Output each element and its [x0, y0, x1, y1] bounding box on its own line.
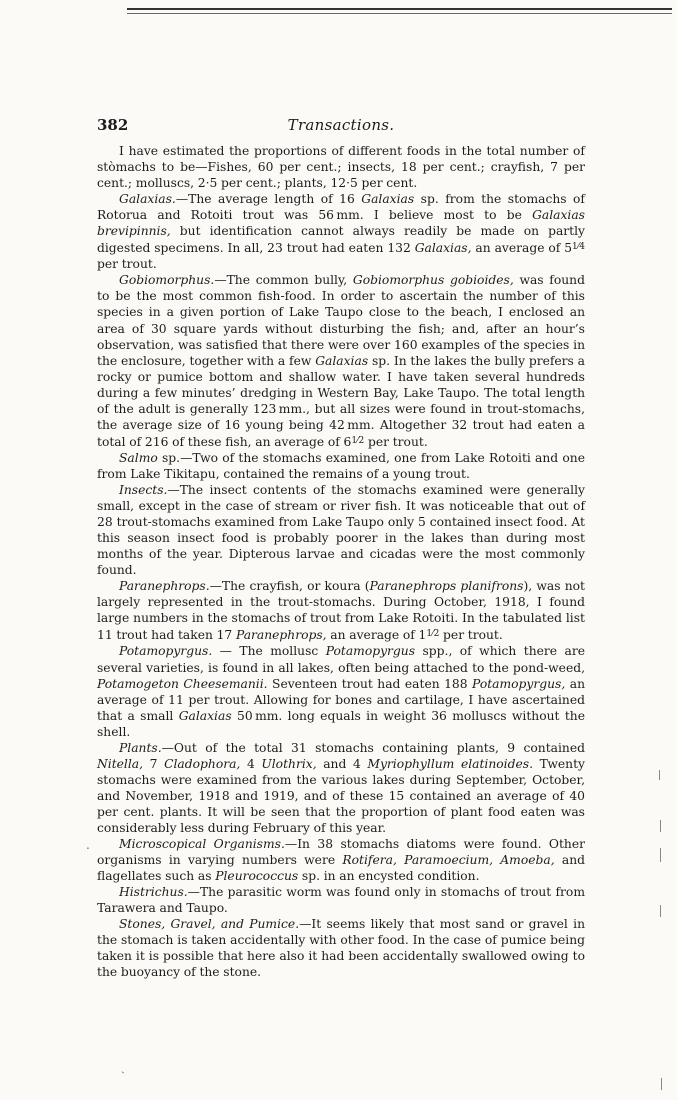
text-run: —The insect contents of the stomachs examined were generally small, except in the case of stream or river fish. It was noticeable that out of 28 trout-stomachs examined from Lake Taupo only 5 contained insect food. At this season insect food is probably poorer in the lakes than during most months of the year. Dipterous larvae and cicadas were the most commonly found.: [97, 482, 585, 578]
italic-term: Histrichus.: [119, 885, 188, 900]
fraction: 1⁄2: [351, 435, 365, 446]
italic-term: Insects.: [119, 482, 168, 497]
italic-term: Potamogeton Cheesemanii.: [97, 676, 268, 691]
italic-term: Potamopyrgus: [325, 644, 416, 659]
top-rule: [127, 8, 672, 10]
paragraph-potamopyrgus: [97, 643, 585, 739]
margin-mark: [660, 820, 661, 832]
text-run: and flagellates such as: [97, 853, 586, 884]
italic-term: Ulothrix,: [261, 756, 317, 771]
text-run: an average of 5: [471, 241, 573, 256]
text-run: sp. from the stomachs of Rotorua and Rotoiti trout was 56 mm. I believe most to be: [97, 192, 585, 223]
text-run: per trout.: [439, 628, 503, 643]
paragraph-paranephrops: [97, 578, 585, 643]
italic-term: Nitella,: [97, 756, 144, 771]
text-run: sp.—Two of the stomachs examined, one from Lake Rotoiti and one from Lake Tikitapu, contained the remains of a young trout.: [97, 450, 585, 481]
paragraph-intro: [97, 143, 585, 191]
text-run: Twenty stomachs were examined from the various lakes during September, October, and November, 1918 and 1919, and of these 15 contained an average of 40 per cent. plants. It will be seen that the proportion of plant food eaten was considerably less during February of this year.: [97, 756, 585, 835]
paragraph-insects: [97, 482, 585, 578]
italic-term: Galaxias,: [414, 241, 472, 256]
italic-term: Paranephrops.: [119, 579, 210, 594]
text-run: — The mollusc: [212, 644, 326, 659]
text-run: 7: [143, 756, 165, 771]
italic-term: Galaxias brevipinnis,: [97, 208, 585, 239]
text-run: per trout.: [97, 257, 157, 272]
italic-term: Paranephrops planifrons: [369, 579, 524, 594]
text-run: 50 mm. long equals in weight 36 molluscs without the shell.: [97, 708, 585, 739]
paragraph-gobiomorphus: [97, 272, 585, 450]
paragraph-galaxias: [97, 191, 585, 272]
margin-mark: [659, 770, 660, 780]
italic-term: Galaxias.: [119, 192, 176, 207]
margin-mark: [660, 905, 661, 917]
text-run: —The average length of 16: [175, 192, 362, 207]
italic-term: Myriophyllum elatinoides.: [367, 756, 533, 771]
italic-term: Gobiomorphus.: [119, 273, 215, 288]
paragraph-microscopical: [97, 836, 585, 884]
text-run: ), was not largely represented in the trout-stomachs. During October, 1918, I found large numbers in the stomachs of trout from Lake Rotoiti. In the tabulated list 11 trout had taken 17: [97, 579, 585, 643]
page-number: 382: [97, 116, 129, 134]
italic-term: Gobiomorphus gobioides,: [352, 273, 514, 288]
italic-term: Potamopyrgus.: [119, 644, 213, 659]
italic-term: Potamopyrgus,: [472, 676, 566, 691]
text-run: per trout.: [364, 434, 428, 449]
fraction: 1⁄4: [572, 242, 586, 253]
italic-term: Stones, Gravel, and Pumice.: [119, 917, 300, 932]
text-run: spp., of which there are several varieties, is found in all lakes, often being attached to the pond-weed,: [97, 644, 586, 675]
text-run: sp. In the lakes the bully prefers a rocky or pumice bottom and shallow water. I have taken several hundreds during a few minutes’ dredging in Western Bay, Lake Taupo. The total length of the adult is generally 123 mm., but all sizes were found in trout-stomachs, the average size of 16 young being 42 mm. Altogether 32 trout had eaten a total of 216 of these fish, an average of 6: [97, 353, 585, 449]
italic-term: Salmo: [119, 450, 158, 465]
text-run: —In 38 stomachs diatoms were found. Other organisms in varying numbers were: [97, 837, 585, 868]
fraction: 1⁄2: [426, 629, 440, 640]
text-run: —It seems likely that most sand or gravel in the stomach is taken accidentally with other food. In the case of pumice being taken it is possible that here also it had been accidentally swallowed owing to the buoyancy of the stone.: [97, 917, 585, 980]
top-rule-thin: [127, 13, 672, 14]
margin-mark: [661, 1078, 662, 1090]
text-run: Seventeen trout had eaten 188: [267, 676, 473, 691]
paragraph-plants: [97, 740, 585, 836]
italic-term: Galaxias: [178, 708, 232, 723]
text-run: —The crayfish, or koura (: [209, 579, 370, 594]
italic-term: Paranephrops,: [235, 628, 327, 643]
italic-term: Rotifera, Paramoecium, Amoeba,: [342, 853, 555, 868]
italic-term: Galaxias: [315, 353, 369, 368]
text-run: sp. in an encysted condition.: [298, 869, 480, 884]
text-run: —The common bully,: [214, 273, 353, 288]
italic-term: Galaxias: [361, 192, 415, 207]
text-run: an average of 1: [326, 628, 427, 643]
text-run: was found to be the most common fish-food. In order to ascertain the number of this species in a given portion of Lake Taupo close to the beach, I enclosed an area of 30 square yards without disturbing the fish; and, after an hour’s observation, was satisfied that there were over 160 examples of the species in the enclosure, together with a few: [97, 273, 585, 368]
italic-term: Microscopical Organisms.: [119, 837, 285, 852]
text-run: 4: [240, 756, 262, 771]
text-run: and 4: [316, 756, 368, 771]
text-run: —The parasitic worm was found only in stomachs of trout from Tarawera and Taupo.: [97, 885, 585, 916]
italic-term: Plants.: [119, 740, 162, 755]
running-head: Transactions.: [287, 116, 395, 134]
paragraph-histrichus: [97, 884, 585, 916]
text-run: —Out of the total 31 stomachs containing plants, 9 contained: [161, 740, 585, 755]
text-run: but identification cannot always readily be made on partly digested specimens. In all, 23 trout had eaten 132: [97, 224, 585, 256]
text-run: an average of 11 per trout. Allowing for bones and cartilage, I have ascertained that a small: [97, 676, 585, 723]
stray-dot-mark: .: [86, 838, 90, 852]
italic-term: Cladophora,: [164, 756, 241, 771]
page-header: [97, 116, 585, 136]
paragraph-stones: [97, 916, 585, 980]
stray-tick-mark: ˏ: [121, 1060, 125, 1074]
body-text: [97, 143, 585, 980]
margin-mark: [660, 848, 661, 862]
text-run: I have estimated the proportions of different foods in the total number of stòmachs to be—Fishes, 60 per cent.; insects, 18 per cent.; crayfish, 7 per cent.; molluscs, 2·5 per cent.; plants, 12·5 per cent.: [97, 144, 585, 191]
italic-term: Pleurococcus: [215, 869, 299, 884]
paragraph-salmo: [97, 450, 585, 482]
